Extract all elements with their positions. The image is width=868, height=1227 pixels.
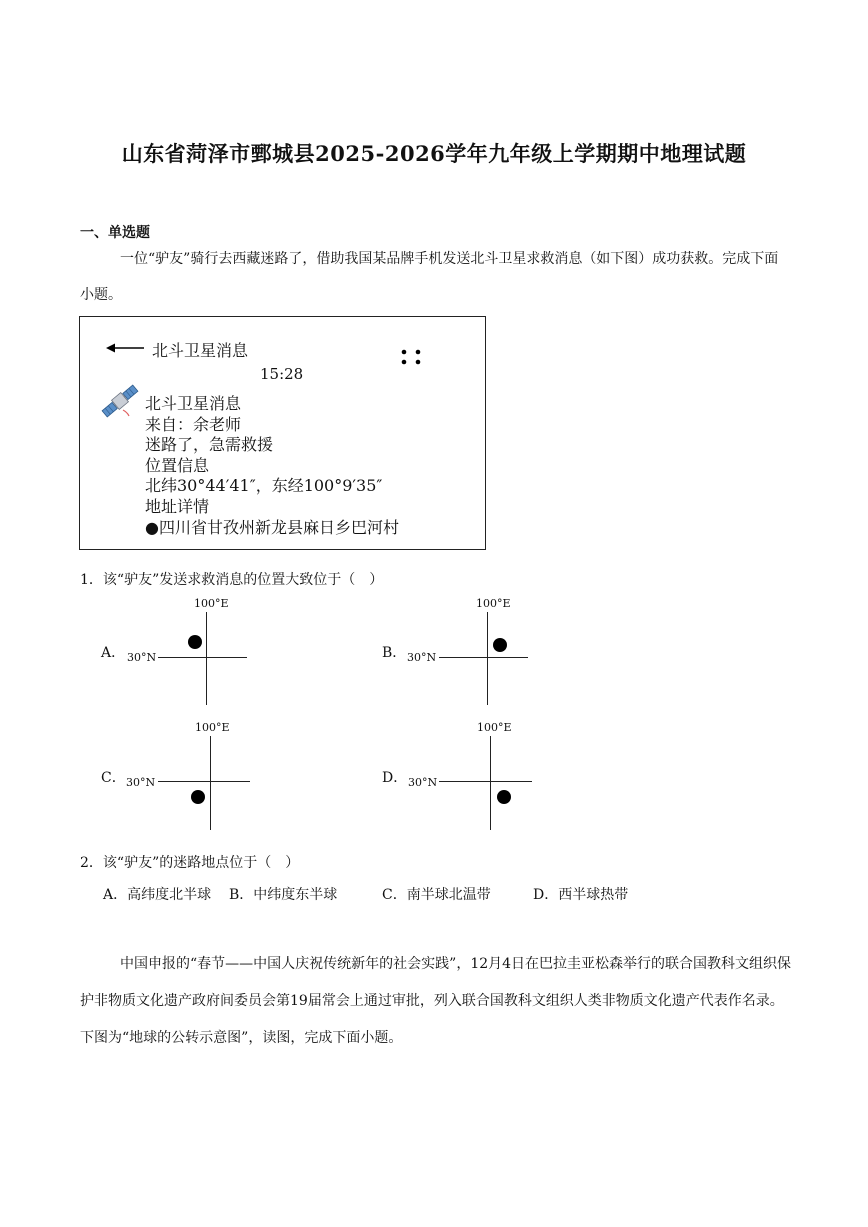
message-header-title: 北斗卫星消息 — [152, 341, 249, 360]
menu-dots-icon — [400, 348, 424, 366]
message-time: 15:28 — [260, 365, 304, 383]
longitude-label: 100°E — [195, 721, 230, 734]
back-arrow-icon — [106, 341, 146, 355]
longitude-line — [487, 612, 488, 705]
latitude-line — [439, 657, 528, 658]
longitude-line — [206, 612, 207, 705]
option-letter: D． — [382, 770, 408, 786]
longitude-label: 100°E — [476, 597, 511, 610]
longitude-label: 100°E — [477, 721, 512, 734]
message-line: 北纬30°44′41″，东经100°9′35″ — [145, 476, 383, 496]
location-dot — [188, 635, 202, 649]
message-line: 地址详情 — [145, 496, 210, 516]
latitude-label: 30°N — [407, 651, 437, 664]
section-heading: 一、单选题 — [80, 225, 150, 241]
option-d: D．西半球热带 — [533, 887, 629, 903]
question-1: 1．该“驴友”发送求救消息的位置大致位于（ ） — [80, 572, 384, 588]
message-line: 位置信息 — [145, 455, 210, 475]
question-2: 2．该“驴友”的迷路地点位于（ ） — [80, 855, 300, 871]
page-title: 山东省菏泽市鄄城县2025-2026学年九年级上学期期中地理试题 — [121, 141, 747, 166]
intro-paragraph-2: 中国申报的“春节——中国人庆祝传统新年的社会实践”，12月4日在巴拉圭亚松森举行的联合国教科文组织保护非物质文化遗产政府间委员会第19届常会上通过审批，列入联合国教科文组织人类非物质文化遗产代表作名录。下图为“地球的公转示意图”，读图，完成下面小题。 — [80, 956, 792, 1046]
location-dot — [191, 790, 205, 804]
latitude-label: 30°N — [127, 651, 157, 664]
intro-paragraph-1: 一位“驴友”骑行去西藏迷路了，借助我国某品牌手机发送北斗卫星求救消息（如下图）成功获救。完成下面小题。 — [80, 251, 779, 303]
latitude-line — [439, 781, 532, 782]
option-b: B．中纬度东半球 — [229, 887, 338, 903]
latitude-line — [158, 657, 247, 658]
message-line: ●四川省甘孜州新龙县麻日乡巴河村 — [145, 517, 399, 537]
option-a: A．高纬度北半球 — [103, 887, 212, 903]
message-line: 北斗卫星消息 — [145, 394, 242, 413]
option-letter: B． — [382, 645, 407, 661]
longitude-label: 100°E — [194, 597, 229, 610]
message-line: 来自：余老师 — [145, 414, 242, 434]
satellite-icon — [99, 380, 141, 422]
message-body — [145, 394, 399, 538]
option-letter: A． — [101, 645, 126, 661]
latitude-label: 30°N — [408, 776, 438, 789]
location-dot — [497, 790, 511, 804]
longitude-line — [490, 736, 491, 830]
latitude-label: 30°N — [126, 776, 156, 789]
message-line: 迷路了，急需救援 — [145, 435, 274, 455]
option-c: C．南半球北温带 — [382, 887, 491, 903]
option-letter: C． — [101, 770, 126, 786]
longitude-line — [210, 736, 211, 830]
latitude-line — [158, 781, 250, 782]
location-dot — [493, 638, 507, 652]
